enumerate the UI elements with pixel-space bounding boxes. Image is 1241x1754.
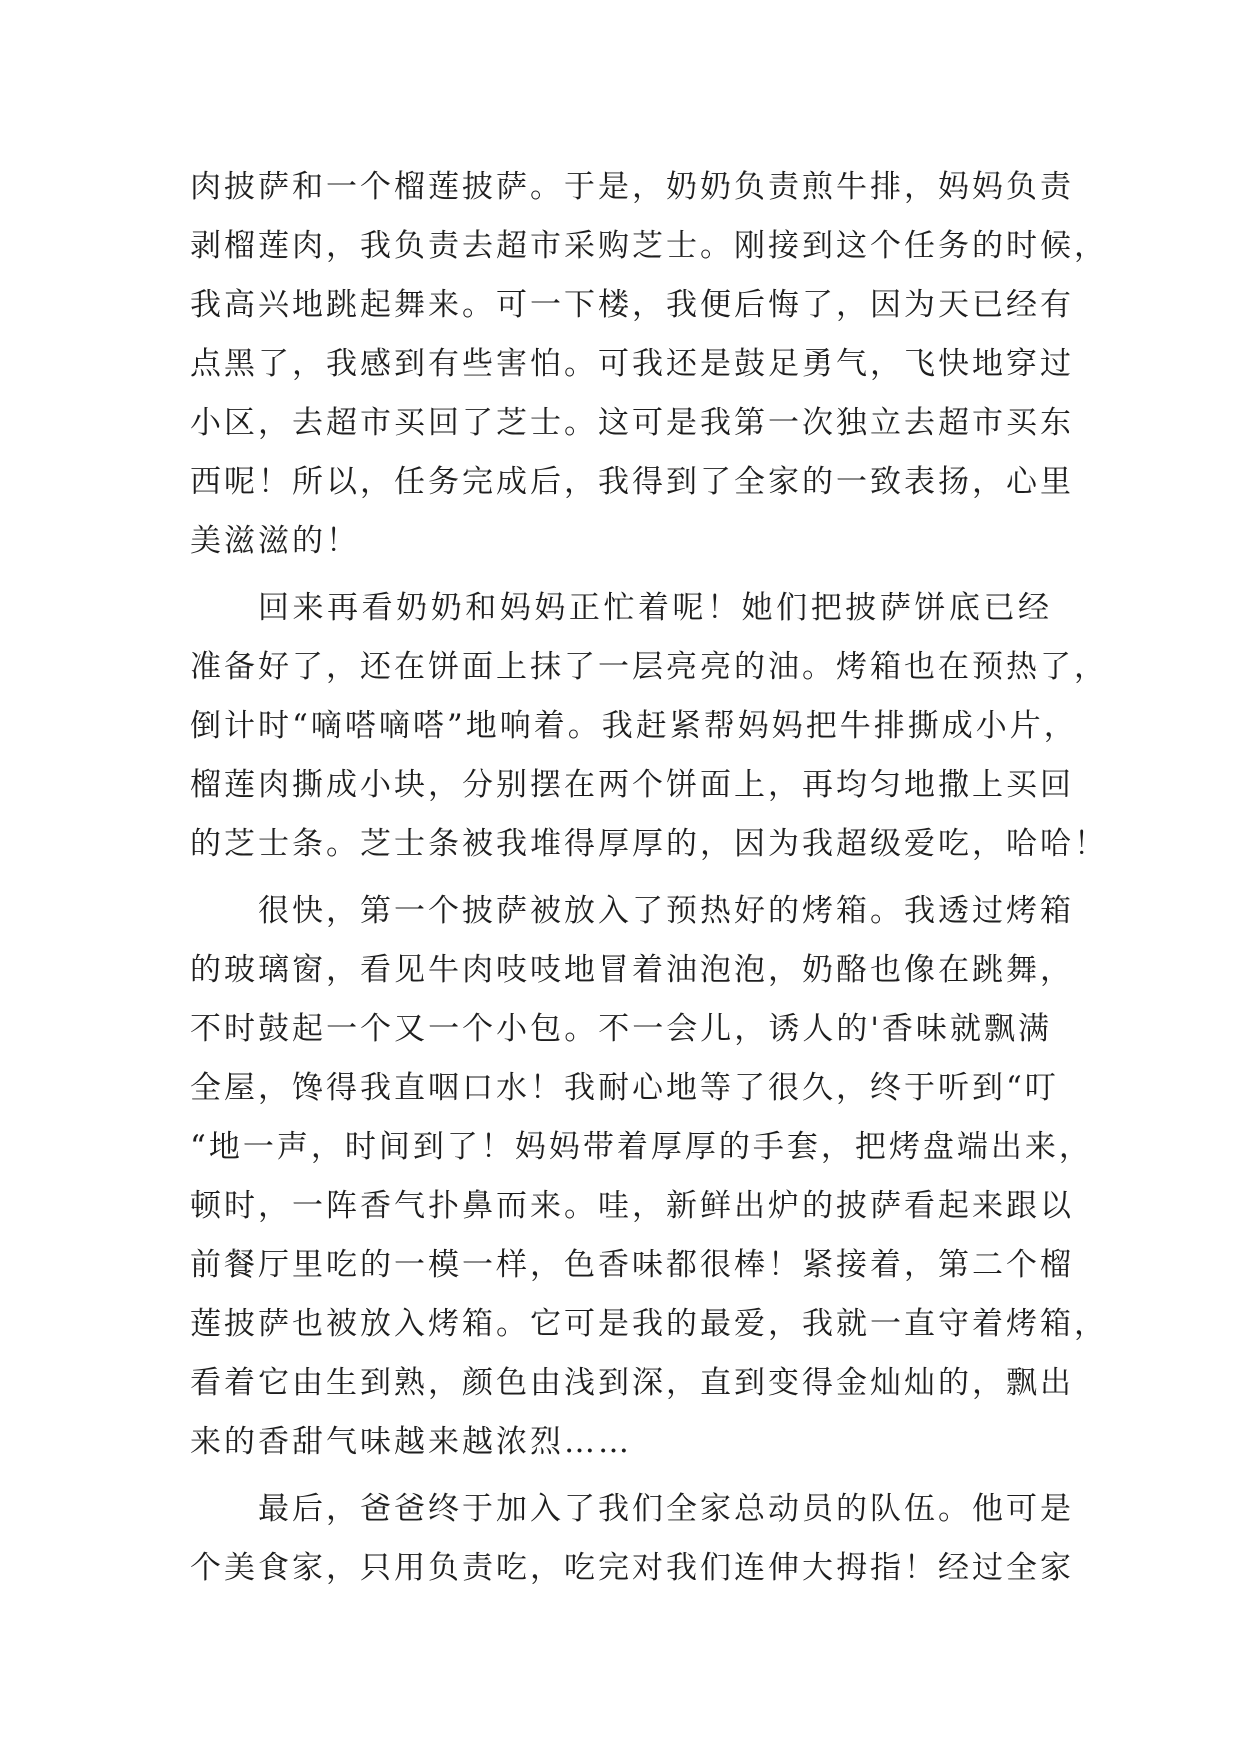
text-line: 的芝士条。芝士条被我堆得厚厚的，因为我超级爱吃，哈哈！	[190, 826, 1108, 862]
text-line: 来的香甜气味越来越浓烈……	[190, 1424, 632, 1460]
text-line: 美滋滋的！	[190, 523, 360, 559]
text-line: 顿时，一阵香气扑鼻而来。哇，新鲜出炉的披萨看起来跟以	[190, 1188, 1074, 1224]
text-line: 莲披萨也被放入烤箱。它可是我的最爱，我就一直守着烤箱，	[190, 1306, 1108, 1342]
text-line: 倒计时“嘀嗒嘀嗒”地响着。我赶紧帮妈妈把牛排撕成小片，	[190, 708, 1078, 744]
text-line: 看着它由生到熟，颜色由浅到深，直到变得金灿灿的，飘出	[190, 1365, 1074, 1401]
paragraph	[190, 882, 1108, 1472]
paragraph	[190, 579, 1108, 874]
article-body	[190, 158, 1108, 1598]
text-line: 点黑了，我感到有些害怕。可我还是鼓足勇气，飞快地穿过	[190, 346, 1074, 382]
text-line: 榴莲肉撕成小块，分别摆在两个饼面上，再均匀地撒上买回	[190, 767, 1074, 803]
text-line: 剥榴莲肉，我负责去超市采购芝士。刚接到这个任务的时候，	[190, 228, 1108, 264]
text-line: 很快，第一个披萨被放入了预热好的烤箱。我透过烤箱	[258, 893, 1074, 929]
text-line: 个美食家，只用负责吃，吃完对我们连伸大拇指！经过全家	[190, 1550, 1074, 1586]
text-line: 小区，去超市买回了芝士。这可是我第一次独立去超市买东	[190, 405, 1074, 441]
text-line: 不时鼓起一个又一个小包。不一会儿，诱人的'香味就飘满	[190, 1011, 1052, 1047]
text-line: 前餐厅里吃的一模一样，色香味都很棒！紧接着，第二个榴	[190, 1247, 1074, 1283]
paragraph	[190, 158, 1108, 571]
text-line: 全屋，馋得我直咽口水！我耐心地等了很久，终于听到“叮	[190, 1070, 1059, 1106]
text-line: 最后，爸爸终于加入了我们全家总动员的队伍。他可是	[258, 1491, 1074, 1527]
paragraph	[190, 1480, 1074, 1598]
text-line: “地一声，时间到了！妈妈带着厚厚的手套，把烤盘端出来，	[190, 1129, 1093, 1165]
text-line: 我高兴地跳起舞来。可一下楼，我便后悔了，因为天已经有	[190, 287, 1074, 323]
text-line: 肉披萨和一个榴莲披萨。于是，奶奶负责煎牛排，妈妈负责	[190, 169, 1074, 205]
text-line: 准备好了，还在饼面上抹了一层亮亮的油。烤箱也在预热了，	[190, 649, 1108, 685]
text-line: 的玻璃窗，看见牛肉吱吱地冒着油泡泡，奶酪也像在跳舞，	[190, 952, 1074, 988]
text-line: 回来再看奶奶和妈妈正忙着呢！她们把披萨饼底已经	[258, 590, 1052, 626]
text-line: 西呢！所以，任务完成后，我得到了全家的一致表扬，心里	[190, 464, 1074, 500]
